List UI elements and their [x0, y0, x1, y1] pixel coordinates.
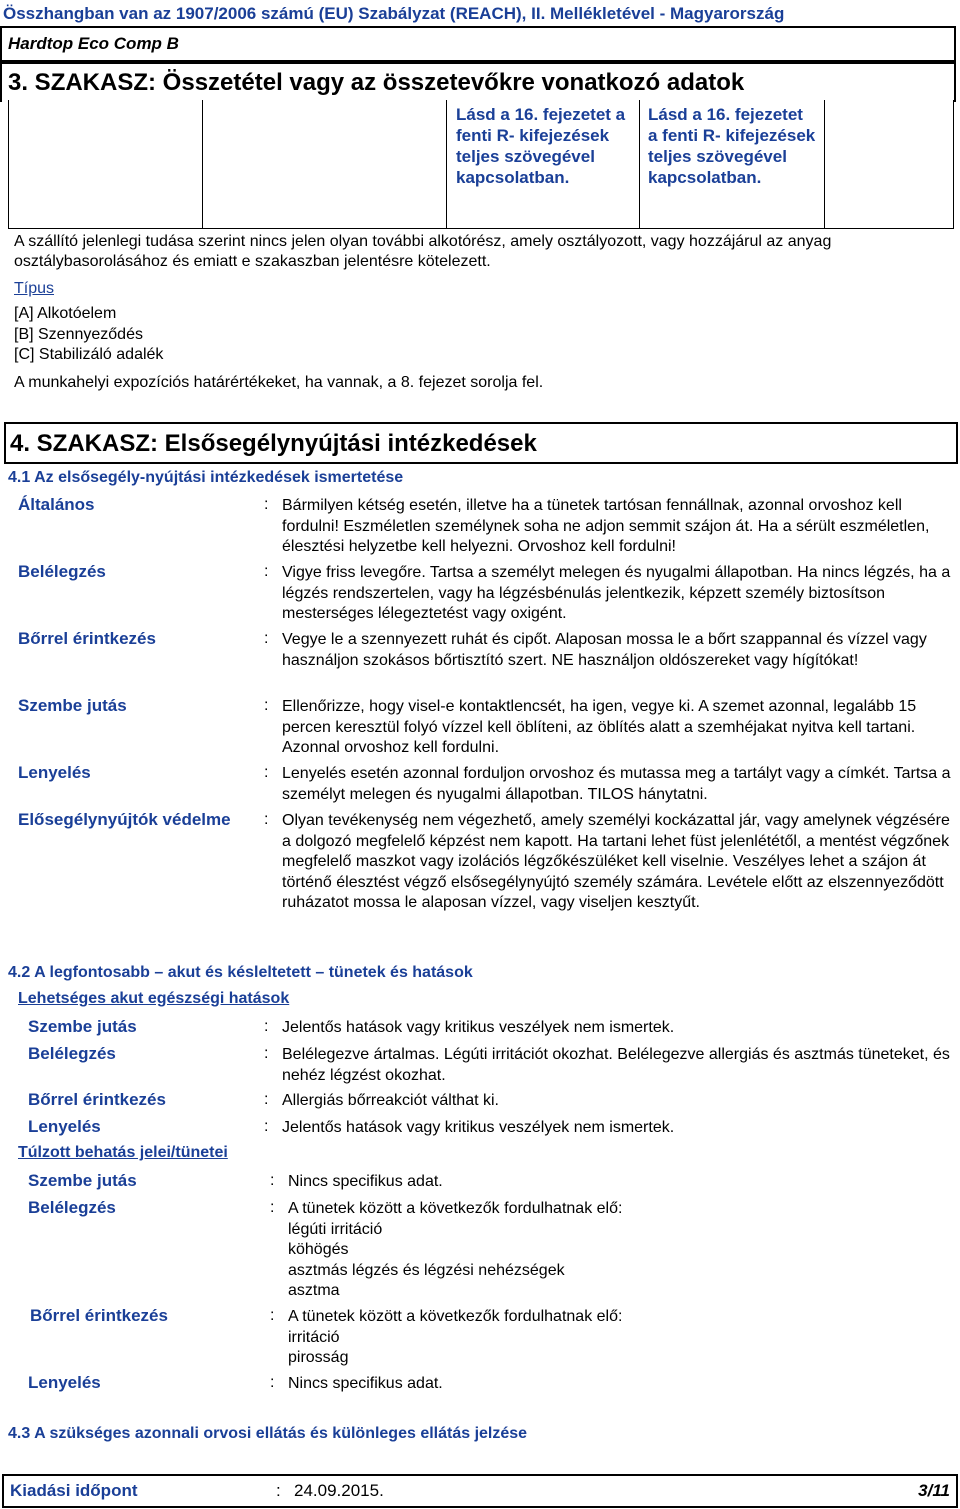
colon: : — [264, 811, 269, 828]
supplier-note: A szállító jelenlegi tudása szerint nincs jelen olyan további alkotórész, amely osztályozott, vagy hozzájárul az anyag osztálybasorolásához és emiatt e szakaszban jelentésre kötelezett. — [14, 233, 832, 270]
composition-table — [8, 100, 954, 229]
product-name: Hardtop Eco Comp B — [8, 34, 179, 53]
colon: : — [270, 1199, 275, 1216]
section4-title: 4. SZAKASZ: Elsősegélynyújtási intézkedések — [10, 430, 537, 457]
table-divider — [446, 100, 447, 228]
measure-text: Ellenőrizze, hogy visel-e kontaktlencsét, ha igen, vegye ki. A szemet azonnal, legalább 15 percen keresztül folyó vízzel kell öblíteni, az öblítés alatt a szemhéjakat nyitva kell tartani. Azonnal orvoshoz kell fordulni. — [282, 698, 917, 756]
measure-label: Bőrrel érintkezés — [18, 629, 156, 648]
issue-date-label: Kiadási időpont — [10, 1481, 138, 1500]
footer — [2, 1474, 958, 1508]
acute-label: Bőrrel érintkezés — [28, 1090, 166, 1109]
measure-label: Általános — [18, 495, 95, 514]
product-name-box — [0, 26, 956, 62]
colon: : — [264, 496, 269, 513]
colon: : — [264, 1091, 269, 1108]
page-number: 3/11 — [918, 1481, 950, 1500]
measure-text: Vegye le a szennyezett ruhát és cipőt. Alaposan mossa le a bőrt szappannal és vízzel vagy használjon szokásos bőrtisztító szert. NE használjon oldószereket vagy hígítókat! — [282, 631, 927, 669]
type-item: [C] Stabilizáló adalék — [14, 346, 164, 363]
colon: : — [264, 1118, 269, 1135]
subsection-4-1: 4.1 Az elsősegély-nyújtási intézkedések ismertetése — [8, 469, 404, 486]
overexposure-line: köhögés — [288, 1241, 349, 1258]
table-divider — [824, 100, 825, 228]
colon: : — [264, 563, 269, 580]
measure-text: Bármilyen kétség esetén, illetve ha a tünetek tartósan fennállnak, azonnal orvoshoz kell fordulni! Eszméletlen személynek soha ne adjon semmit szájon át. Ha a sérült eszméletlen, élesztési helyzetbe kell helyezni. Orvoshoz kell fordulni! — [282, 497, 930, 555]
measure-label: Elősegélynyújtók védelme — [18, 810, 231, 829]
overexposure-label: Szembe jutás — [28, 1171, 137, 1190]
colon: : — [264, 1045, 269, 1062]
section4-heading-box — [4, 422, 958, 464]
overexposure-line: pirosság — [288, 1349, 349, 1366]
overexposure-heading: Túlzott behatás jelei/tünetei — [18, 1144, 228, 1161]
acute-label: Belélegzés — [28, 1044, 116, 1063]
overexposure-line: Nincs specifikus adat. — [288, 1173, 443, 1190]
subsection-4-2: 4.2 A legfontosabb – akut és késleltetett – tünetek és hatások — [8, 964, 473, 981]
overexposure-line: asztmás légzés és légzési nehézségek — [288, 1261, 565, 1279]
type-item: [A] Alkotóelem — [14, 305, 117, 322]
overexposure-label: Lenyelés — [28, 1373, 101, 1392]
acute-effects-heading: Lehetséges akut egészségi hatások — [18, 990, 290, 1007]
type-item: [B] Szennyeződés — [14, 326, 143, 343]
measure-text: Vigye friss levegőre. Tartsa a személyt melegen és nyugalmi állapotban. Ha nincs légzés, ha a légzés rendszertelen, vagy ha légzésbénulás jelentkezik, képzett személy biztosítson mesterséges lélegeztetést vagy oxigént. — [282, 564, 951, 622]
measure-label: Szembe jutás — [18, 696, 127, 715]
colon: : — [264, 1018, 269, 1035]
colon: : — [264, 697, 269, 714]
acute-text: Belélegezve ártalmas. Légúti irritációt okozhat. Belélegezve allergiás és asztmás tüneteket, és nehéz légzést okozhat. — [282, 1046, 950, 1084]
measure-text: Olyan tevékenység nem végezhető, amely személyi kockázattal jár, vagy amelynek végzésére a dolgozó megfelelő képzést nem kapott. Ha tartani lehet füst jelenlététől, a mentést végzőnek megfelelő maszkot vagy izolációs légzőkészüléket kell viselnie. Veszélyes lehet a szájon át történő élesztést végző elsősegélynyújtó személy számára. Levétele előtt az elszennyeződött ruházatot mossa le alaposan vízzel, vagy viseljen kesztyűt. — [282, 812, 950, 911]
table-divider — [202, 100, 203, 228]
exposure-note: A munkahelyi expozíciós határértékeket, ha vannak, a 8. fejezet sorolja fel. — [14, 374, 544, 391]
colon: : — [270, 1307, 275, 1324]
regulation-header: Összhangban van az 1907/2006 számú (EU) Szabályzat (REACH), II. Mellékletével - Magyarország — [3, 4, 785, 23]
colon: : — [264, 764, 269, 781]
type-link[interactable]: Típus — [14, 280, 55, 297]
overexposure-line: Nincs specifikus adat. — [288, 1375, 443, 1392]
issue-date: 24.09.2015. — [294, 1481, 384, 1500]
overexposure-line: légúti irritáció — [288, 1220, 383, 1238]
overexposure-label: Belélegzés — [28, 1198, 116, 1217]
overexposure-line: irritáció — [288, 1328, 340, 1346]
acute-label: Szembe jutás — [28, 1017, 137, 1036]
section3-heading-box — [0, 62, 956, 102]
measure-label: Belélegzés — [18, 562, 106, 581]
overexposure-line: A tünetek között a következők fordulhatnak elő: — [288, 1308, 623, 1325]
section3-title: 3. SZAKASZ: Összetétel vagy az összetevőkre vonatkozó adatok — [8, 69, 745, 96]
subsection-4-3: 4.3 A szükséges azonnali orvosi ellátás és különleges ellátás jelzése — [8, 1425, 528, 1442]
overexposure-line: asztma — [288, 1282, 340, 1299]
colon: : — [264, 630, 269, 647]
table-divider — [639, 100, 640, 228]
overexposure-line: A tünetek között a következők fordulhatnak elő: — [288, 1200, 623, 1217]
colon: : — [276, 1481, 281, 1500]
colon: : — [270, 1374, 275, 1391]
overexposure-label: Bőrrel érintkezés — [30, 1306, 168, 1325]
acute-text: Jelentős hatások vagy kritikus veszélyek nem ismertek. — [282, 1119, 675, 1136]
acute-label: Lenyelés — [28, 1117, 101, 1136]
acute-text: Allergiás bőrreakciót válthat ki. — [282, 1092, 499, 1109]
table-cell-classification: Lásd a 16. fejezetet a fenti R- kifejezések teljes szövegével kapcsolatban. — [648, 105, 816, 187]
measure-text: Lenyelés esetén azonnal forduljon orvoshoz és mutassa meg a tartályt vagy a címkét. Tartsa a személyt melegen és nyugalmi állapotban. TILOS hánytatni. — [282, 765, 951, 803]
measure-label: Lenyelés — [18, 763, 91, 782]
acute-text: Jelentős hatások vagy kritikus veszélyek nem ismertek. — [282, 1019, 675, 1036]
colon: : — [270, 1172, 275, 1189]
table-cell-classification: Lásd a 16. fejezetet a fenti R- kifejezések teljes szövegével kapcsolatban. — [456, 105, 626, 187]
